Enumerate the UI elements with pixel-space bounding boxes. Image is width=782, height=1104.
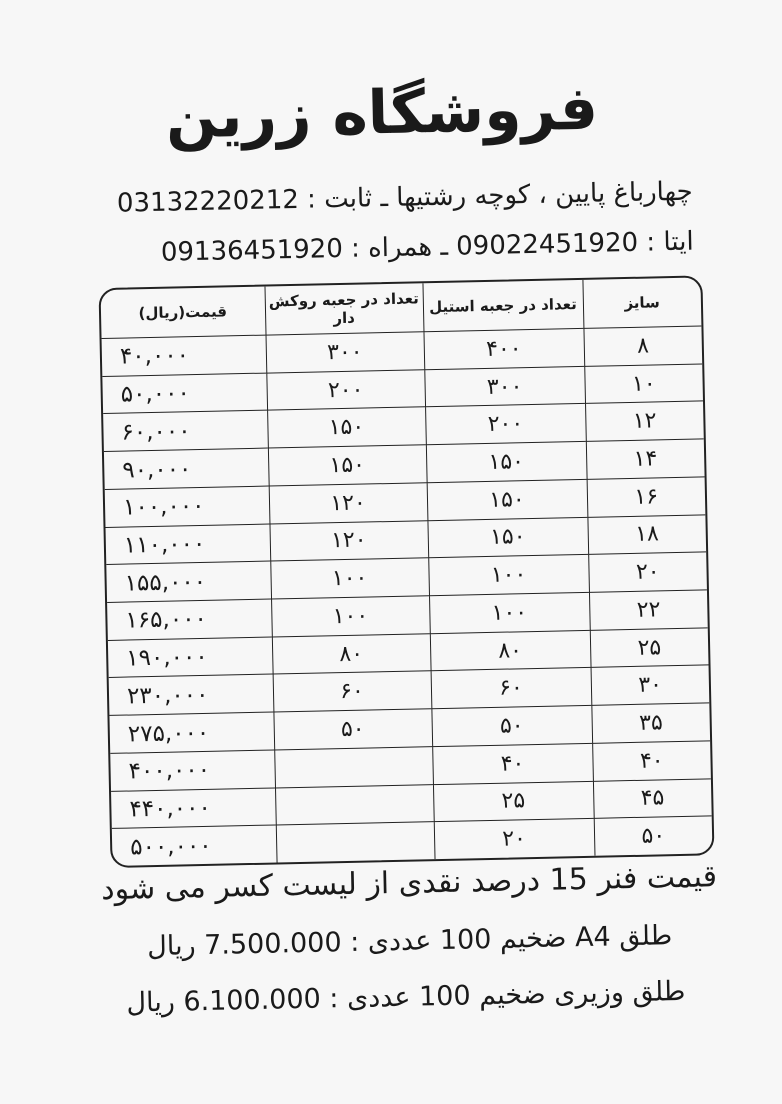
cell-coated-count: ۱۵۰ [267,407,426,448]
cell-steel-count: ۱۰۰ [429,592,590,633]
cell-price: ۱۰۰,۰۰۰ [105,486,270,527]
cell-steel-count: ۲۵ [433,781,594,822]
cell-price: ۲۳۰,۰۰۰ [109,674,274,715]
cell-coated-count: ۱۵۰ [268,445,427,486]
cell-size: ۴۵ [593,778,712,818]
cell-coated-count: ۶۰ [273,671,432,712]
cell-coated-count: ۱۰۰ [270,558,429,599]
address-phone-line: چهارباغ پایین ، کوچه رشتیها ـ ثابت : 03132220212 [116,176,693,219]
cell-steel-count: ۴۰۰ [423,328,584,369]
cell-price: ۱۱۰,۰۰۰ [105,524,270,565]
cell-size: ۲۵ [590,628,709,668]
cell-coated-count: ۱۲۰ [269,520,428,561]
cell-price: ۵۰۰,۰۰۰ [112,825,277,866]
cell-size: ۵۰ [594,816,713,856]
cell-steel-count: ۶۰ [431,668,592,709]
cell-size: ۳۰ [591,665,710,705]
header-coated-box: تعداد در جعبه روکش دار [264,283,423,335]
cell-size: ۲۰ [588,552,707,592]
cell-price: ۵۰,۰۰۰ [102,373,267,414]
header-steel-box: تعداد در جعبه استیل [422,280,583,332]
cell-steel-count: ۱۵۰ [427,517,588,558]
cell-size: ۳۵ [591,703,710,743]
cell-size: ۱۰ [584,364,703,404]
cell-size: ۲۲ [589,590,708,630]
cell-steel-count: ۸۰ [430,630,591,671]
cell-steel-count: ۱۵۰ [427,479,588,520]
cell-coated-count: ۵۰ [273,709,432,750]
cell-price: ۲۷۵,۰۰۰ [109,712,274,753]
cell-size: ۴۰ [592,741,711,781]
cell-size: ۸ [583,326,702,366]
cell-price: ۱۹۰,۰۰۰ [108,637,273,678]
vaziri-ring-price: طلق وزیری ضخیم 100 عددی : 6.100.000 ریال [126,975,686,1019]
cell-steel-count: ۳۰۰ [424,366,585,407]
cell-price: ۴۰,۰۰۰ [102,335,267,376]
cell-steel-count: ۱۰۰ [428,555,589,596]
cell-coated-count: ۸۰ [272,633,431,674]
price-table [98,275,714,868]
cell-steel-count: ۱۵۰ [426,442,587,483]
cell-price: ۹۰,۰۰۰ [104,448,269,489]
cell-steel-count: ۴۰ [432,743,593,784]
mobile-phone-line: ایتا : 09022451920 ـ همراه : 09136451920 [160,226,694,268]
cell-price: ۴۰۰,۰۰۰ [110,750,275,791]
cell-coated-count: ۲۰۰ [266,369,425,410]
header-price: قیمت(ریال) [101,287,266,339]
cell-steel-count: ۵۰ [431,706,592,747]
cell-coated-count [274,747,433,788]
cell-price: ۶۰,۰۰۰ [103,411,268,452]
cell-steel-count: ۲۰۰ [425,404,586,445]
cell-size: ۱۶ [587,477,706,517]
cell-coated-count [275,784,434,825]
cell-price: ۱۵۵,۰۰۰ [106,561,271,602]
cell-coated-count: ۱۰۰ [271,596,430,637]
cell-price: ۱۶۵,۰۰۰ [107,599,272,640]
cell-coated-count [276,822,435,862]
discount-note: قیمت فنر 15 درصد نقدی از لیست کسر می شود [100,859,718,908]
store-title: فروشگاه زرین [165,73,599,153]
cell-coated-count: ۱۲۰ [269,483,428,524]
cell-size: ۱۲ [585,401,704,441]
header-size: سایز [582,277,701,328]
cell-steel-count: ۲۰ [434,819,595,859]
cell-size: ۱۴ [586,439,705,479]
cell-price: ۴۴۰,۰۰۰ [111,788,276,829]
cell-size: ۱۸ [587,515,706,555]
a4-ring-price: طلق A4 ضخیم 100 عددی : 7.500.000 ریال [146,920,673,963]
cell-coated-count: ۳۰۰ [266,332,425,373]
